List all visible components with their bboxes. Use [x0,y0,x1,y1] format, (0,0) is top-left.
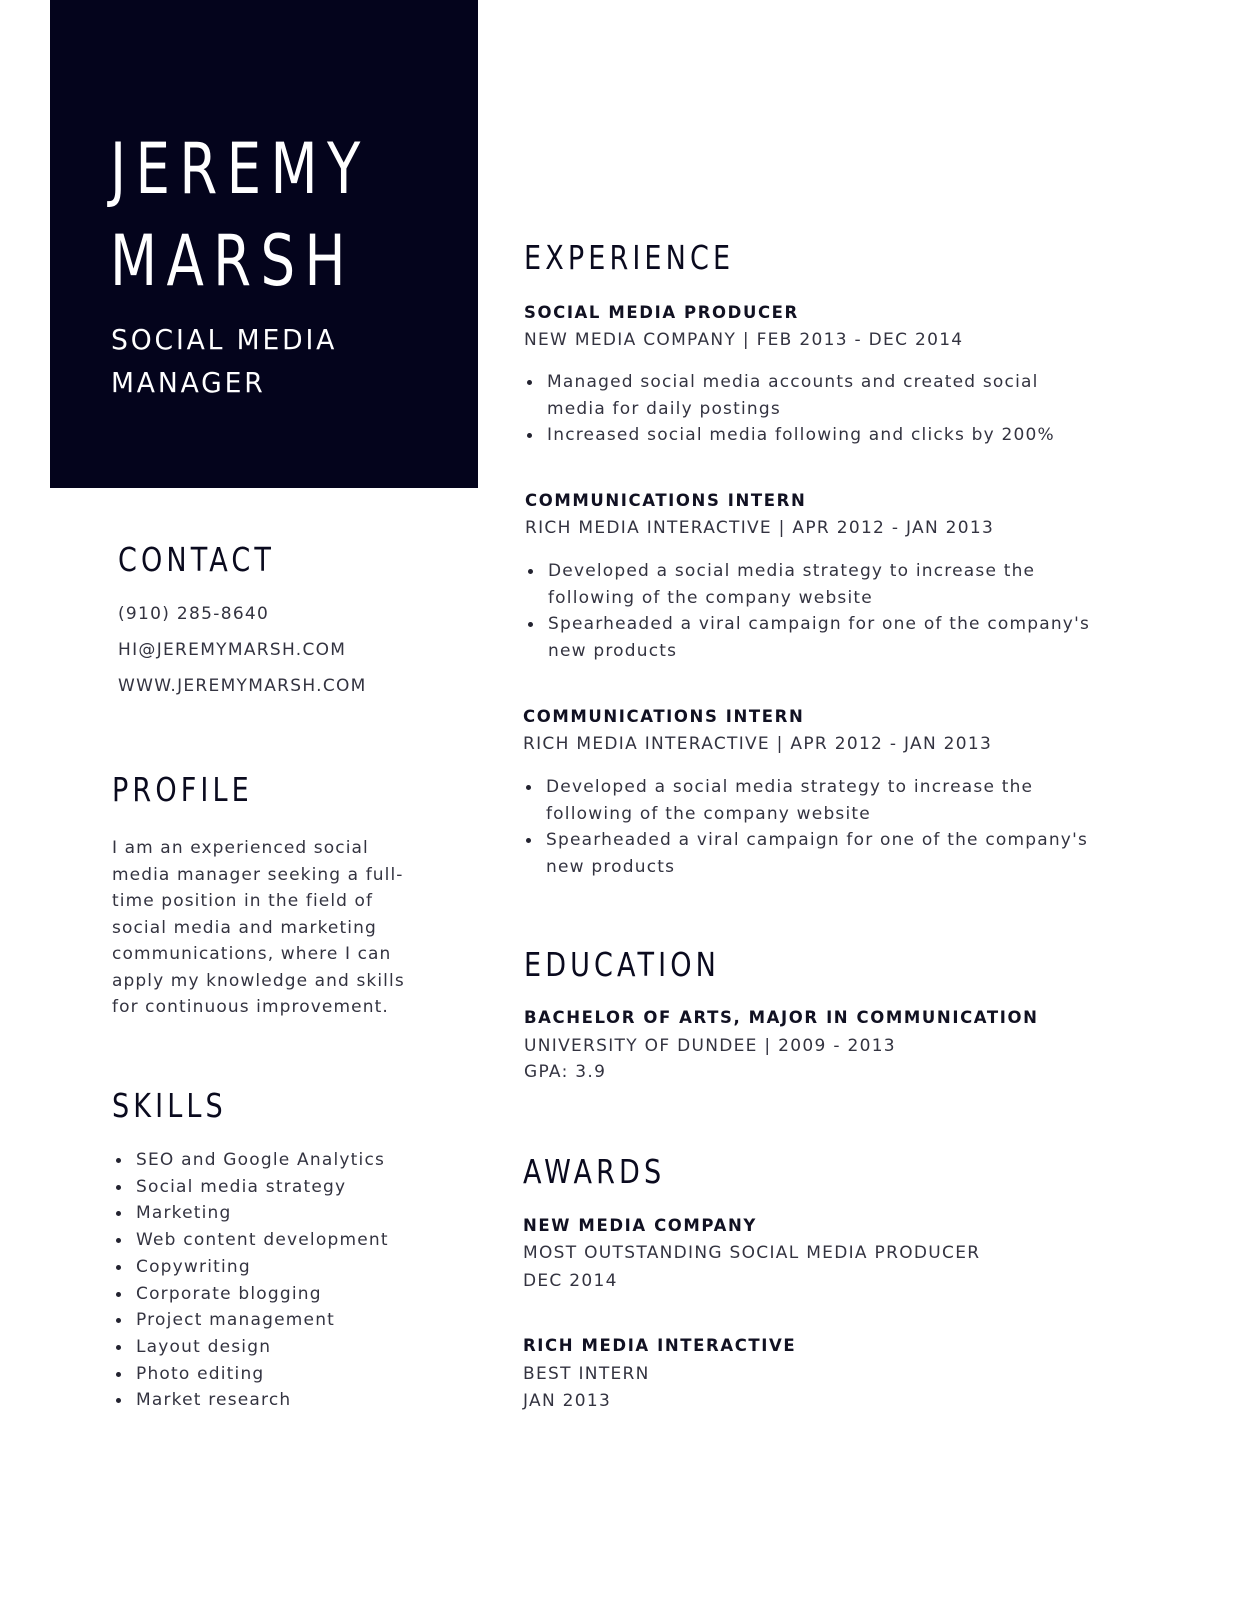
job-bullets [524,369,1055,449]
job-title: COMMUNICATIONS INTERN [525,491,807,510]
gpa: GPA: 3.9 [524,1062,607,1082]
skill-item: SEO and Google Analytics [113,1147,389,1174]
bullet-line: following of the company website [548,587,873,608]
profile-line: for continuous improvement. [112,997,389,1017]
first-name: JEREMY [110,128,370,210]
job-bullet [524,369,1055,422]
skill-item: Social media strategy [113,1174,389,1201]
profile-line: communications, where I can [112,944,392,964]
profile-text [112,835,432,1021]
last-name: MARSH [110,220,355,302]
profile-heading: PROFILE [112,770,253,809]
contact-phone: (910) 285-8640 [118,604,270,624]
degree: BACHELOR OF ARTS, MAJOR IN COMMUNICATION [524,1008,1039,1027]
award-date: DEC 2014 [523,1271,618,1291]
job-title-line-2: MANAGER [111,366,266,399]
skill-item: Corporate blogging [113,1281,389,1308]
school: UNIVERSITY OF DUNDEE | 2009 - 2013 [524,1036,896,1056]
skill-item: Market research [113,1387,389,1414]
bullet-line: new products [546,857,676,878]
job-meta: RICH MEDIA INTERACTIVE | APR 2012 - JAN 2013 [523,734,993,754]
award-org: NEW MEDIA COMPANY [523,1216,757,1235]
profile-line: apply my knowledge and skills [112,970,405,991]
experience-heading: EXPERIENCE [524,238,735,277]
contact-email[interactable]: HI@JEREMYMARSH.COM [118,640,347,660]
bullet-line: media for daily postings [547,398,781,419]
bullet-line: Managed social media accounts and created social [547,372,1039,392]
education-heading: EDUCATION [524,945,721,984]
skills-heading: SKILLS [112,1086,227,1125]
job-bullet [525,558,1090,611]
awards-heading: AWARDS [523,1152,666,1191]
bullet-line: new products [548,641,678,662]
profile-line: I am an experienced social [112,838,369,858]
bullet-line: Developed a social media strategy to increase the [548,561,1036,581]
profile-line: media manager seeking a full- [112,864,404,885]
skill-item: Web content development [113,1227,389,1254]
bullet-line: Spearheaded a viral campaign for one of the company's [546,830,1088,851]
job-bullets [523,774,1088,881]
bullet-line: Developed a social media strategy to increase the [546,777,1034,797]
award-org: RICH MEDIA INTERACTIVE [523,1336,797,1355]
skill-item: Layout design [113,1334,389,1361]
job-bullet [525,611,1090,664]
skill-item: Project management [113,1307,389,1334]
profile-line: social media and marketing [112,917,377,938]
bullet-line: Increased social media following and clicks by 200% [547,425,1055,446]
bullet-line: following of the company website [546,803,871,824]
job-bullet [524,422,1055,449]
job-meta: RICH MEDIA INTERACTIVE | APR 2012 - JAN 2013 [525,518,995,538]
job-bullet [523,827,1088,880]
award-date: JAN 2013 [523,1391,612,1411]
profile-line: time position in the field of [112,891,374,911]
job-title: SOCIAL MEDIA PRODUCER [524,303,799,322]
skill-item: Photo editing [113,1361,389,1388]
bullet-line: Spearheaded a viral campaign for one of the company's [548,614,1090,635]
job-bullet [523,774,1088,827]
award-name: BEST INTERN [523,1364,650,1384]
job-title-line-1: SOCIAL MEDIA [111,323,338,356]
contact-website[interactable]: WWW.JEREMYMARSH.COM [118,676,367,696]
skill-item: Copywriting [113,1254,389,1281]
award-name: MOST OUTSTANDING SOCIAL MEDIA PRODUCER [523,1243,981,1263]
skills-list [113,1147,389,1414]
skill-item: Marketing [113,1200,389,1227]
contact-heading: CONTACT [118,540,276,579]
job-title: COMMUNICATIONS INTERN [523,707,805,726]
job-bullets [525,558,1090,665]
job-meta: NEW MEDIA COMPANY | FEB 2013 - DEC 2014 [524,330,964,350]
